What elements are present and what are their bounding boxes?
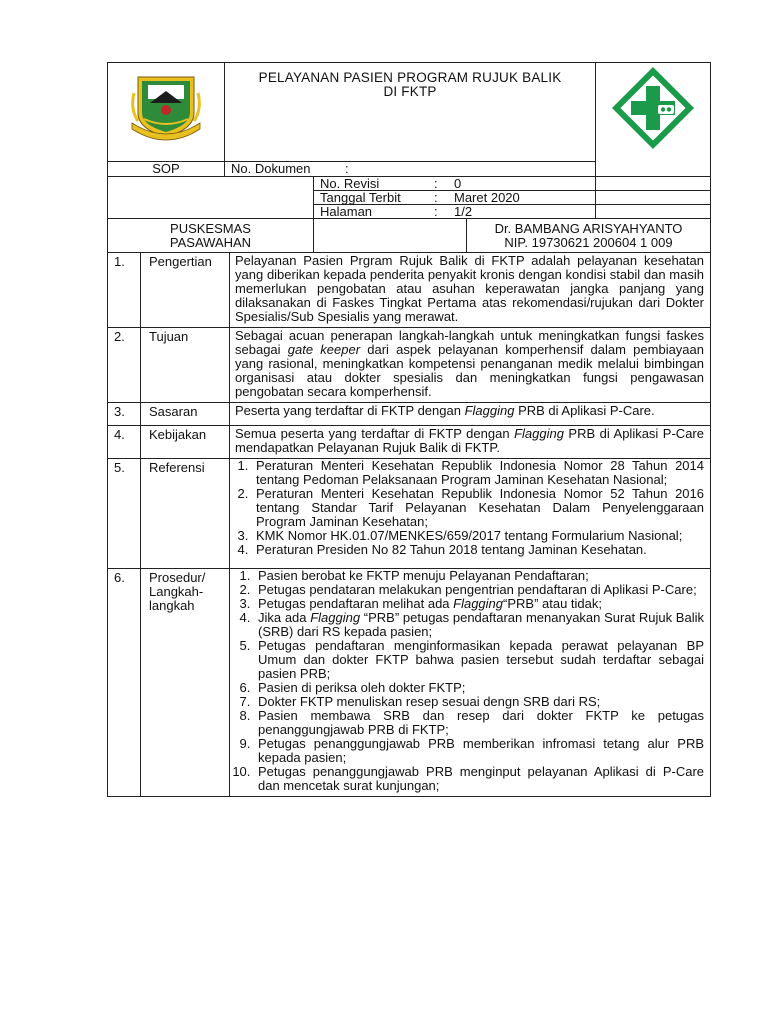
list-item: 1. Pasien berobat ke FKTP menuju Pelayanan Pendaftaran;	[254, 569, 704, 583]
section-list-cell	[230, 459, 711, 569]
section-tujuan	[108, 328, 711, 403]
list-item: 10. Petugas penanggungjawab PRB menginput pelayanan Aplikasi di P-Care dan mencetak surat kunjungan;	[254, 765, 704, 793]
list-item: 2. Peraturan Menteri Kesehatan Republik Indonesia Nomor 52 Tahun 2016 tentang Standar Tarif Pelayanan Kesehatan Dalam Penyelenggaraan Program Jaminan Kesehatan;	[252, 487, 704, 529]
meta-key: Tanggal Terbit	[320, 190, 401, 205]
meta-colon: :	[345, 161, 349, 176]
section-number: 4.	[108, 426, 141, 459]
right-logo-cell	[596, 63, 711, 177]
meta-blank	[596, 191, 711, 205]
meta-key: No. Revisi	[320, 176, 380, 191]
text-part: Sebagai acuan penerapan langkah-langkah untuk meningkatkan fungsi faskes sebagai	[235, 328, 704, 357]
list-item	[254, 611, 704, 639]
section-text	[230, 328, 711, 403]
list-item: 2. Petugas pendataran melakukan pengentrian pendaftaran di Aplikasi P-Care;	[254, 583, 704, 597]
meta-blank	[596, 177, 711, 191]
meta-colon: :	[434, 190, 438, 205]
puskesmas-logo-icon	[596, 63, 711, 158]
text-part: “PRB” petugas pendaftaran menanyakan Surat Rujuk Balik (SRB) dari RS kepada pasien;	[258, 610, 704, 639]
section-number: 1.	[108, 253, 141, 328]
section-number: 5.	[108, 459, 141, 569]
meta-blank	[596, 205, 711, 219]
meta-value: Maret 2020	[454, 190, 520, 205]
section-number: 3.	[108, 403, 141, 426]
section-prosedur	[108, 569, 711, 797]
regency-crest-icon	[108, 63, 225, 158]
list-item: 3. KMK Nomor HK.01.07/MENKES/659/2017 tentang Formularium Nasional;	[252, 529, 704, 543]
meta-value: 0	[454, 176, 462, 191]
meta-value: 1/2	[454, 204, 473, 219]
text-part: Semua peserta yang terdaftar di FKTP dengan	[235, 426, 515, 441]
text-italic: Flagging	[464, 403, 515, 418]
meta-colon: :	[434, 204, 438, 219]
meta-colon: :	[434, 176, 438, 191]
meta-table	[107, 176, 711, 219]
list-item: 7. Dokter FKTP menuliskan resep sesuai dengn SRB dari RS;	[254, 695, 704, 709]
section-label: Referensi	[141, 459, 230, 569]
meta-row-dokumen	[225, 162, 595, 175]
procedure-list	[230, 569, 710, 796]
org-line-2: PASAWAHAN	[169, 235, 252, 250]
org-line-1: PUSKESMAS	[170, 221, 251, 236]
list-item: 4. Peraturan Presiden No 82 Tahun 2018 tentang Jaminan Kesehatan.	[252, 543, 704, 557]
text-italic: gate keeper	[287, 342, 361, 357]
list-item: 9. Petugas penanggungjawab PRB memberikan infromasi tetang alur PRB kepada pasien;	[254, 737, 704, 765]
content-table	[107, 252, 711, 797]
org-blank	[314, 219, 467, 253]
text-part: Peserta yang terdaftar di FKTP dengan	[235, 403, 465, 418]
doc-meta	[225, 162, 596, 177]
section-text	[230, 403, 711, 426]
section-label: Pengertian	[141, 253, 230, 328]
sop-cell-ext	[108, 177, 314, 219]
section-number: 2.	[108, 328, 141, 403]
section-text	[230, 426, 711, 459]
text-italic: Flagging	[310, 610, 361, 625]
reference-list	[230, 459, 710, 560]
section-text: Pelayanan Pasien Prgram Rujuk Balik di FKTP adalah pelayanan kesehatan yang diberikan kepada penderita penyakit kronis dengan kondisi stabil dan masih memerlukan pengobatan atau asuhan keperawatan jangka panjang yang dilaksanakan di Faskes Tingkat Pertama atas rekomendasi/rujukan dari Dokter Spesialis/Sub Spesialis yang merawat.	[230, 253, 711, 328]
section-list-cell	[230, 569, 711, 797]
section-number: 6.	[108, 569, 141, 797]
label-line: Prosedur/	[149, 570, 206, 585]
org-table	[107, 218, 711, 253]
org-name	[108, 219, 314, 253]
list-item: 5. Petugas pendaftaran menginformasikan kepada perawat pelayanan BP Umum dan dokter FKTP bahwa pasien tersebut sudah terdaftar sebagai pasien PRB;	[254, 639, 704, 681]
meta-row-tanggal	[314, 191, 596, 205]
section-label	[141, 569, 230, 797]
signer-nip: NIP. 19730621 200604 1 009	[504, 235, 673, 250]
text-italic: Flagging	[453, 596, 504, 611]
section-sasaran	[108, 403, 711, 426]
section-referensi	[108, 459, 711, 569]
text-italic: Flagging	[514, 426, 564, 441]
section-label: Kebijakan	[141, 426, 230, 459]
header-table	[107, 62, 711, 177]
list-item	[254, 597, 704, 611]
title-line-2: DI FKTP	[383, 84, 437, 99]
meta-row-revisi	[314, 177, 596, 191]
list-item: 6. Pasien di periksa oleh dokter FKTP;	[254, 681, 704, 695]
section-pengertian	[108, 253, 711, 328]
text-part: dari aspek pelayanan komperhensif dalam pembiayaan yang rasional, meningkatkan kompetensi penanganan medik melalui bimbingan organisasi atau dokter spesialis dan meningkatkan fungsi pengawasan pengobatan secara komperhensif.	[235, 342, 704, 399]
list-item: 8. Pasien membawa SRB dan resep dari dokter FKTP ke petugas penanggungjawab PRB di FKTP;	[254, 709, 704, 737]
signer	[467, 219, 711, 253]
text-part: PRB di Aplikasi P-Care mendapatkan Pelayanan Rujuk Balik di FKTP.	[235, 426, 704, 455]
meta-row-halaman	[314, 205, 596, 219]
meta-key: No. Dokumen	[231, 161, 311, 176]
sop-document	[107, 62, 710, 797]
title-line-1: PELAYANAN PASIEN PROGRAM RUJUK BALIK	[258, 70, 562, 85]
left-logo-cell	[108, 63, 225, 162]
list-item: 1. Peraturan Menteri Kesehatan Republik Indonesia Nomor 28 Tahun 2014 tentang Pedoman Pelaksanaan Program Jaminan Kesehatan Nasional;	[252, 459, 704, 487]
text-part: PRB di Aplikasi P-Care.	[514, 403, 655, 418]
signer-name: Dr. BAMBANG ARISYAHYANTO	[494, 221, 683, 236]
label-line: Langkah-	[149, 584, 204, 599]
label-line: langkah	[149, 598, 195, 613]
section-kebijakan	[108, 426, 711, 459]
text-part: Petugas pendaftaran melihat ada	[258, 596, 454, 611]
sop-label: SOP	[108, 162, 225, 177]
meta-key: Halaman	[320, 204, 373, 219]
document-title	[225, 63, 596, 162]
text-part: “PRB” atau tidak;	[503, 596, 603, 611]
text-part: Jika ada	[258, 610, 311, 625]
section-label: Tujuan	[141, 328, 230, 403]
section-label: Sasaran	[141, 403, 230, 426]
